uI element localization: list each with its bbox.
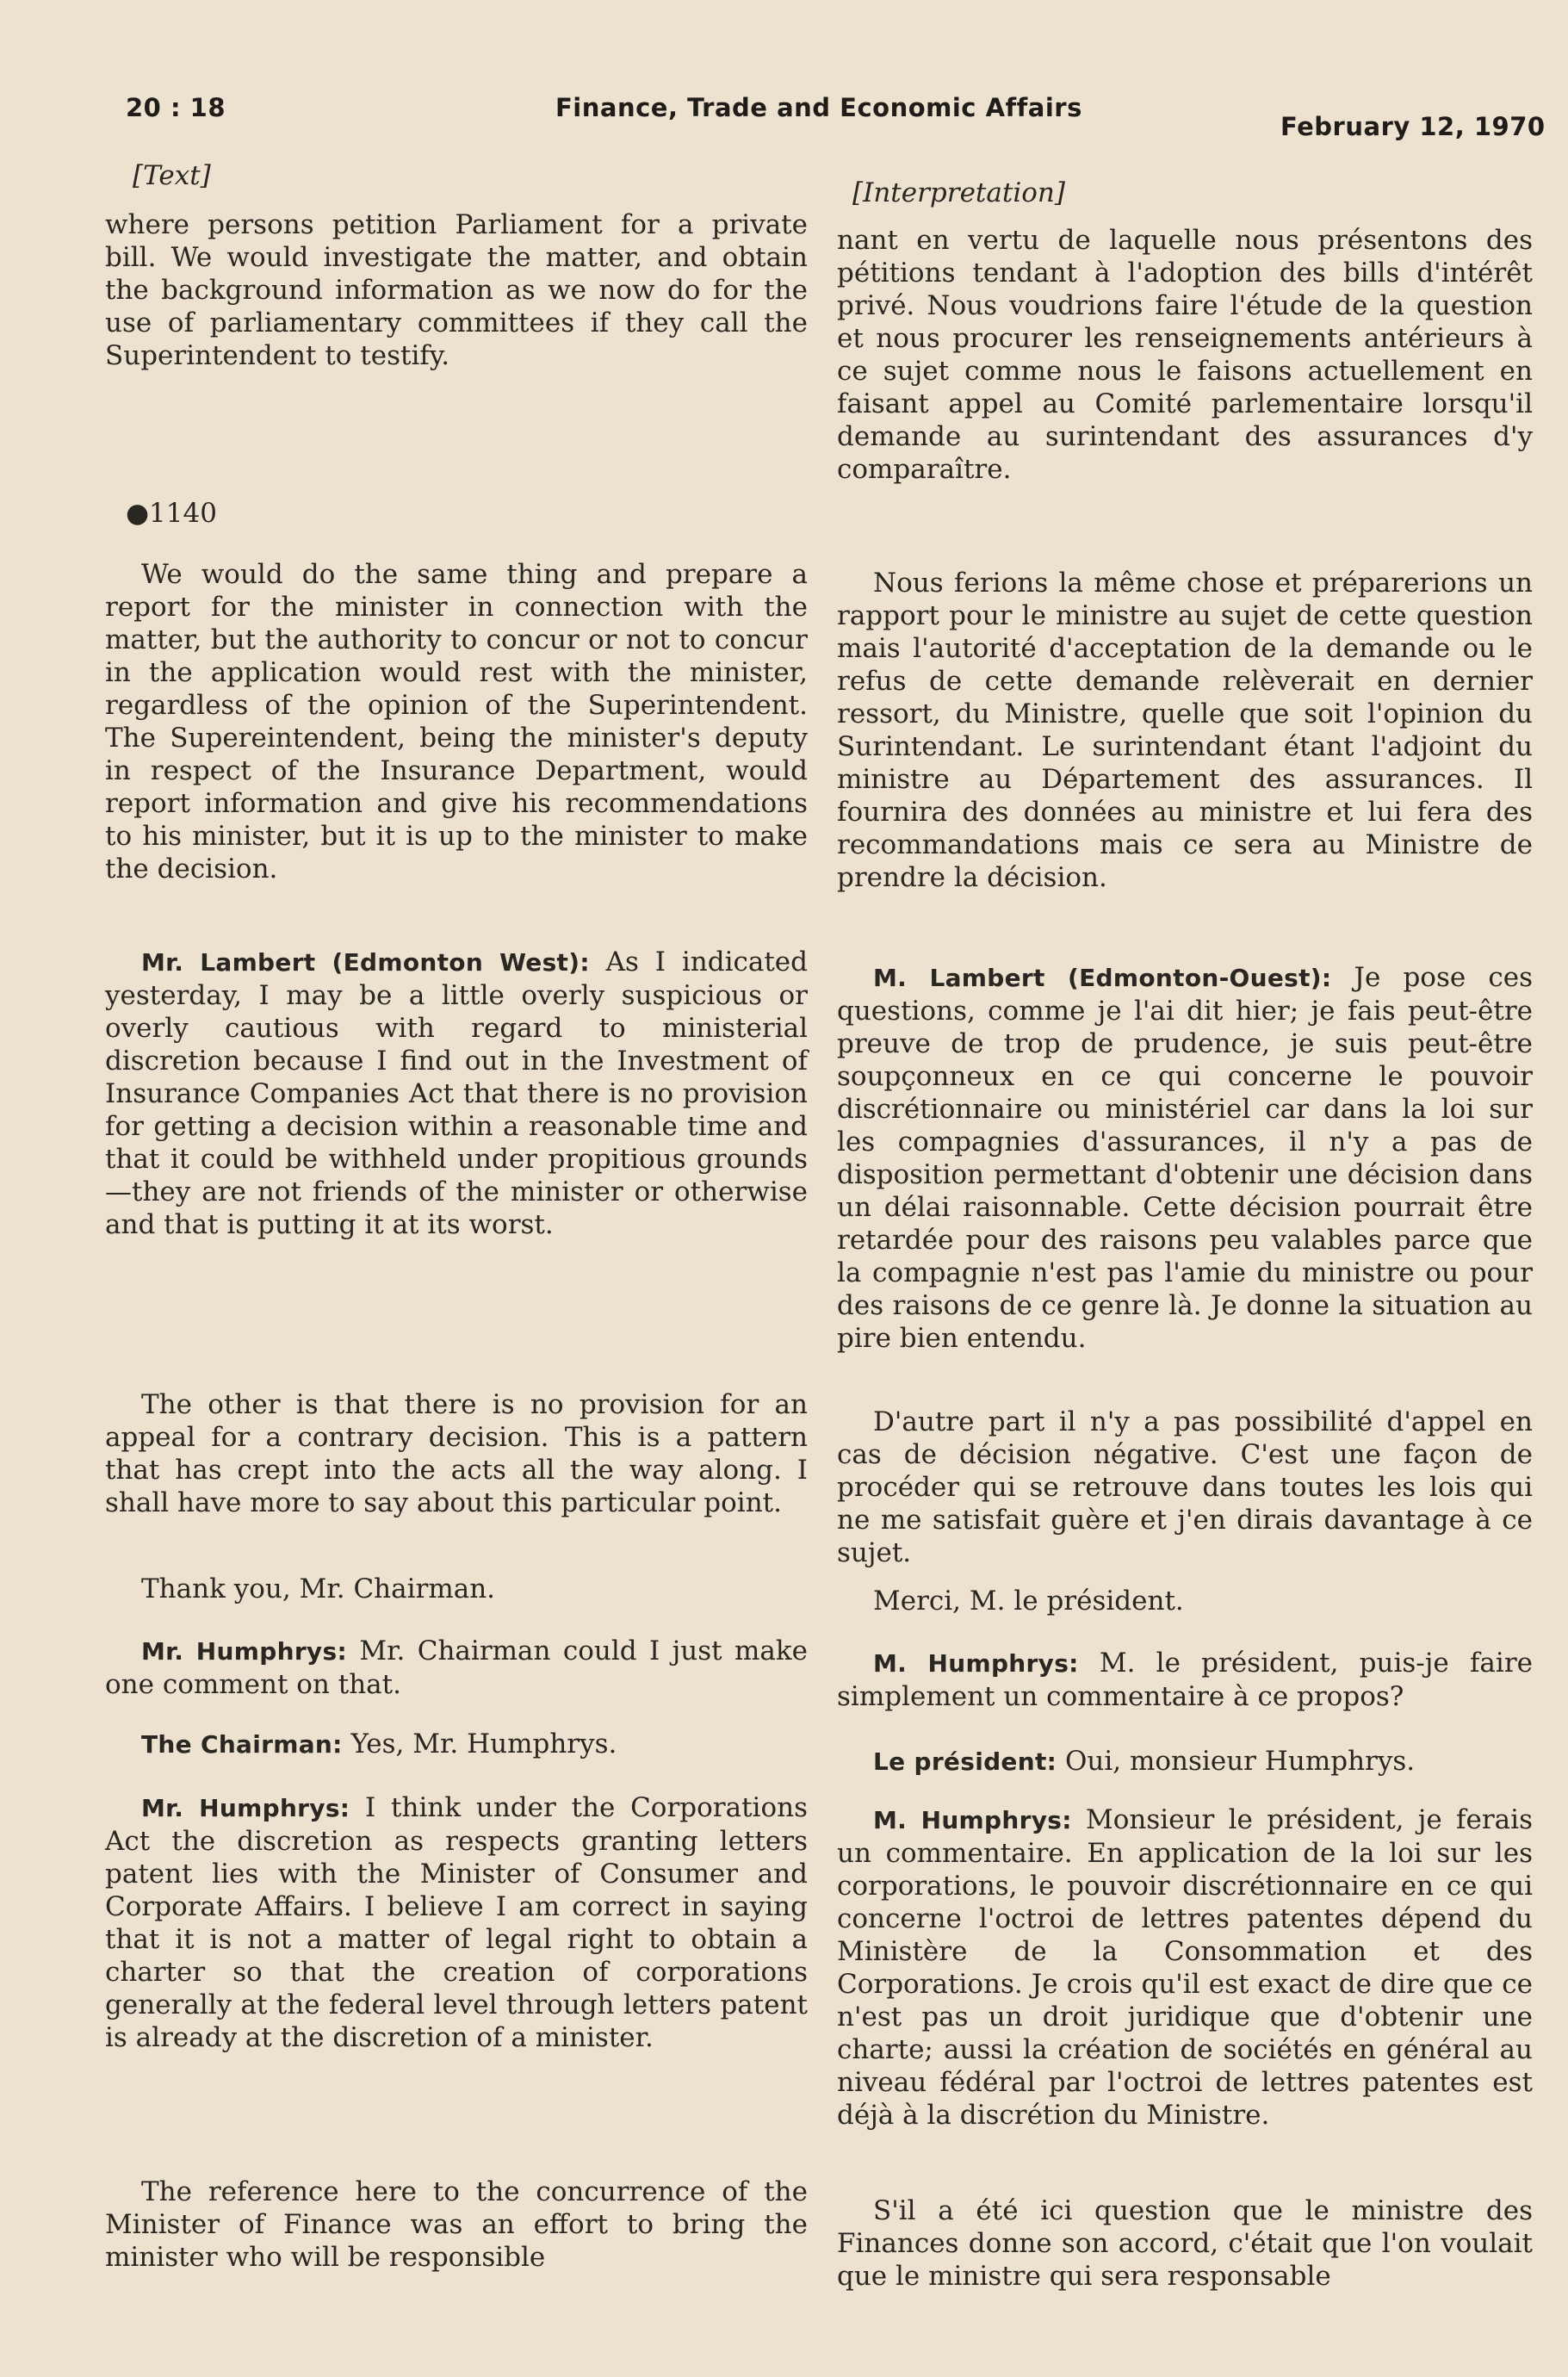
left-paragraph-1: where persons petition Parliament for a private bill. We would investigate the matter, and obtain the background information as we now do for the use of parliamentary committees if they call the Superintendent to testify. — [105, 209, 808, 371]
left-paragraph-6 — [105, 1635, 808, 1701]
right-paragraph-6 — [837, 1647, 1533, 1713]
right-paragraph-1: nant en vertu de laquelle nous présentons des pétitions tendant à l'adoption des bills d'intérêt privé. Nous voudrions faire l'étude de la question et nous procurer les renseignements antérieurs à ce sujet comme nous le faisons actuellement en faisant appel au Comité parlementaire lorsqu'il demande au surintendant des assurances d'y comparaître. — [837, 225, 1533, 485]
speech-text: I think under the Corporations Act the discretion as respects granting letters patent lies with the Minister of Consumer and Corporate Affairs. I believe I am correct in saying that it is not a matter of legal right to obtain a charter so that the creation of corporations generally at the federal level through letters patent is already at the discretion of a minister. — [105, 1792, 808, 2053]
speech-text: M. le président, puis-je faire simplement un commentaire à ce propos? — [837, 1648, 1533, 1712]
right-column-label: [Interpretation] — [852, 177, 1065, 208]
speech-text: Je pose ces questions, comme je l'ai dit hier; je fais peut-être preuve de trop de prudence, je suis peut-être soupçonneux en ce qui concerne le pouvoir discrétionnaire ou ministériel car dans la loi sur les compagnies d'assurances, il n'y a pas de disposition permettant d'obtenir une décision dans un délai raisonnable. Cette décision pourrait être retardée pour des raisons peu valables parce que la compagnie n'est pas l'amie du ministre ou pour des raisons de ce genre là. Je donne la situation au pire bien entendu. — [837, 962, 1533, 1354]
left-paragraph-3 — [105, 946, 808, 1241]
left-column-label: [Text] — [133, 160, 211, 191]
speech-text: Oui, monsieur Humphrys. — [1057, 1746, 1416, 1777]
speaker-name: Mr. Humphrys: — [141, 1794, 350, 1822]
left-paragraph-8 — [105, 1791, 808, 2054]
right-paragraph-5: Merci, M. le président. — [873, 1586, 1184, 1617]
left-paragraph-4: The other is that there is no provision for an appeal for a contrary decision. This is a pattern that has crept into the acts all the way along. I shall have more to say about this particular point. — [105, 1389, 808, 1518]
speaker-name: The Chairman: — [141, 1730, 343, 1759]
speaker-name: M. Humphrys: — [873, 1806, 1072, 1834]
time-marker: ●1140 — [126, 498, 217, 529]
left-paragraph-2: We would do the same thing and prepare a report for the minister in connection with the matter, but the authority to concur or not to concur in the application would rest with the minister, regardless of the opinion of the Superintendent. The Supereintendent, being the minister's deputy in respect of the Insurance Department, would report information and give his recommendations to his minister, but it is up to the minister to make the decision. — [105, 559, 808, 884]
speaker-name: Mr. Humphrys: — [141, 1637, 347, 1666]
right-paragraph-8 — [837, 1803, 1533, 2132]
right-paragraph-3 — [837, 961, 1533, 1355]
page-number: 20 : 18 — [126, 93, 226, 122]
right-paragraph-7 — [837, 1745, 1533, 1778]
speech-text: Monsieur le président, je ferais un commentaire. En application de la loi sur les corporations, le pouvoir discrétionnaire en ce qui concerne l'octroi de lettres patentes dépend du Ministère de la Consommation et des Corporations. Je crois qu'il est exact de dire que ce n'est pas un droit juridique que d'obtenir une charte; aussi la création de sociétés en général au niveau fédéral par l'octroi de lettres patentes est déjà à la discrétion du Ministre. — [837, 1804, 1533, 2131]
speech-text: Yes, Mr. Humphrys. — [342, 1728, 617, 1759]
right-paragraph-9: S'il a été ici question que le ministre des Finances donne son accord, c'était que l'on voulait que le ministre qui sera responsable — [837, 2195, 1533, 2292]
left-paragraph-7 — [105, 1728, 808, 1761]
right-paragraph-2: Nous ferions la même chose et préparerions un rapport pour le ministre au sujet de cette question mais l'autorité d'acceptation de la demande ou le refus de cette demande relèverait en dernier ressort, du Ministre, quelle que soit l'opinion du Surintendant. Le surintendant étant l'adjoint du ministre au Département des assurances. Il fournira des données au ministre et lui fera des recommandations mais ce sera au Ministre de prendre la décision. — [837, 568, 1533, 893]
speaker-name: Mr. Lambert (Edmonton West): — [141, 948, 590, 977]
right-paragraph-4: D'autre part il n'y a pas possibilité d'appel en cas de décision négative. C'est une façon de procéder qui se retrouve dans toutes les lois qui ne me satisfait guère et j'en dirais davantage à ce sujet. — [837, 1406, 1533, 1568]
left-paragraph-9: The reference here to the concurrence of the Minister of Finance was an effort to bring the minister who will be responsible — [105, 2176, 808, 2273]
speech-text: As I indicated yesterday, I may be a little overly suspicious or overly cautious with regard to ministerial discretion because I find out in the Investment of Insurance Companies Act that there is no provision for getting a decision within a reasonable time and that it could be withheld under propitious grounds—they are not friends of the minister or otherwise and that is putting it at its worst. — [105, 946, 808, 1240]
publication-title: Finance, Trade and Economic Affairs — [555, 93, 1082, 122]
page-date: February 12, 1970 — [1280, 112, 1546, 141]
speaker-name: M. Lambert (Edmonton-Ouest): — [873, 964, 1332, 992]
speaker-name: M. Humphrys: — [873, 1649, 1079, 1678]
left-paragraph-5: Thank you, Mr. Chairman. — [141, 1573, 496, 1604]
speech-text: Mr. Chairman could I just make one comment on that. — [105, 1635, 808, 1700]
speaker-name: Le président: — [873, 1747, 1057, 1776]
